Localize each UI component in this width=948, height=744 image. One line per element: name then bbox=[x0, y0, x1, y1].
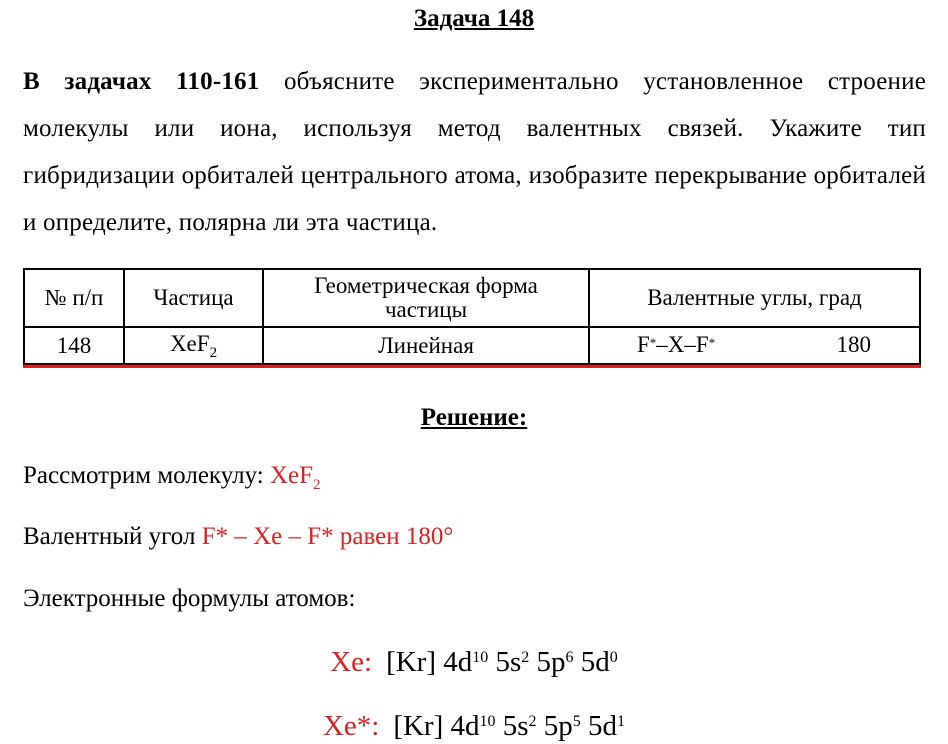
xe-configuration: Xe: [Kr] $4d^{10}$ $5s^2$ $5p^6$ $5d^0$ bbox=[330, 646, 618, 678]
angle-line: Валентный угол F* – Xe – F* равен 180° bbox=[23, 523, 454, 550]
xe-excited-configuration: Xe*: [Kr] $4d^{10}$ $5s^2$ $5p^5$ $5d^1$ bbox=[322, 710, 626, 742]
header-shape: Геометрическая форма частицы bbox=[263, 269, 589, 327]
particle-table bbox=[23, 268, 921, 365]
formulas-heading: Электронные формулы атомов: bbox=[23, 585, 356, 612]
header-number: № п/п bbox=[24, 269, 124, 327]
consider-line: Рассмотрим молекулу: XeF$_2$ bbox=[23, 462, 321, 493]
cell-number: 148 bbox=[24, 327, 124, 364]
cell-angles bbox=[589, 327, 920, 364]
task-title: Задача 148 bbox=[413, 5, 535, 32]
red-underline bbox=[23, 365, 921, 368]
angle-formula: F*–X–F* bbox=[637, 332, 716, 357]
xe-excited-label: Xe*: bbox=[322, 710, 380, 742]
header-angles: Валентные углы, град bbox=[589, 269, 920, 327]
xe-label: Xe: bbox=[330, 646, 373, 678]
header-particle: Частица bbox=[124, 269, 263, 327]
cell-particle: XeF$_2$ bbox=[124, 327, 263, 364]
cell-shape: Линейная bbox=[263, 327, 589, 364]
task-statement bbox=[23, 58, 926, 246]
table-header-row bbox=[24, 269, 920, 327]
table-row bbox=[24, 327, 920, 364]
solution-title: Решение: bbox=[420, 404, 528, 431]
task-range: В задачах 110-161 bbox=[23, 68, 260, 95]
task-text: объясните экспериментально установленное строение молекулы или иона, используя метод валентных связей. Укажите тип гибридизации орбиталей центрального атома, изобразите перекрывание орбиталей и определите, полярна ли эта частица. bbox=[23, 68, 927, 236]
angle-value: 180 bbox=[836, 332, 871, 357]
molecule-formula: XeF$_2$ bbox=[269, 462, 321, 493]
angle-statement: F* – Xe – F* равен 180° bbox=[201, 523, 454, 550]
